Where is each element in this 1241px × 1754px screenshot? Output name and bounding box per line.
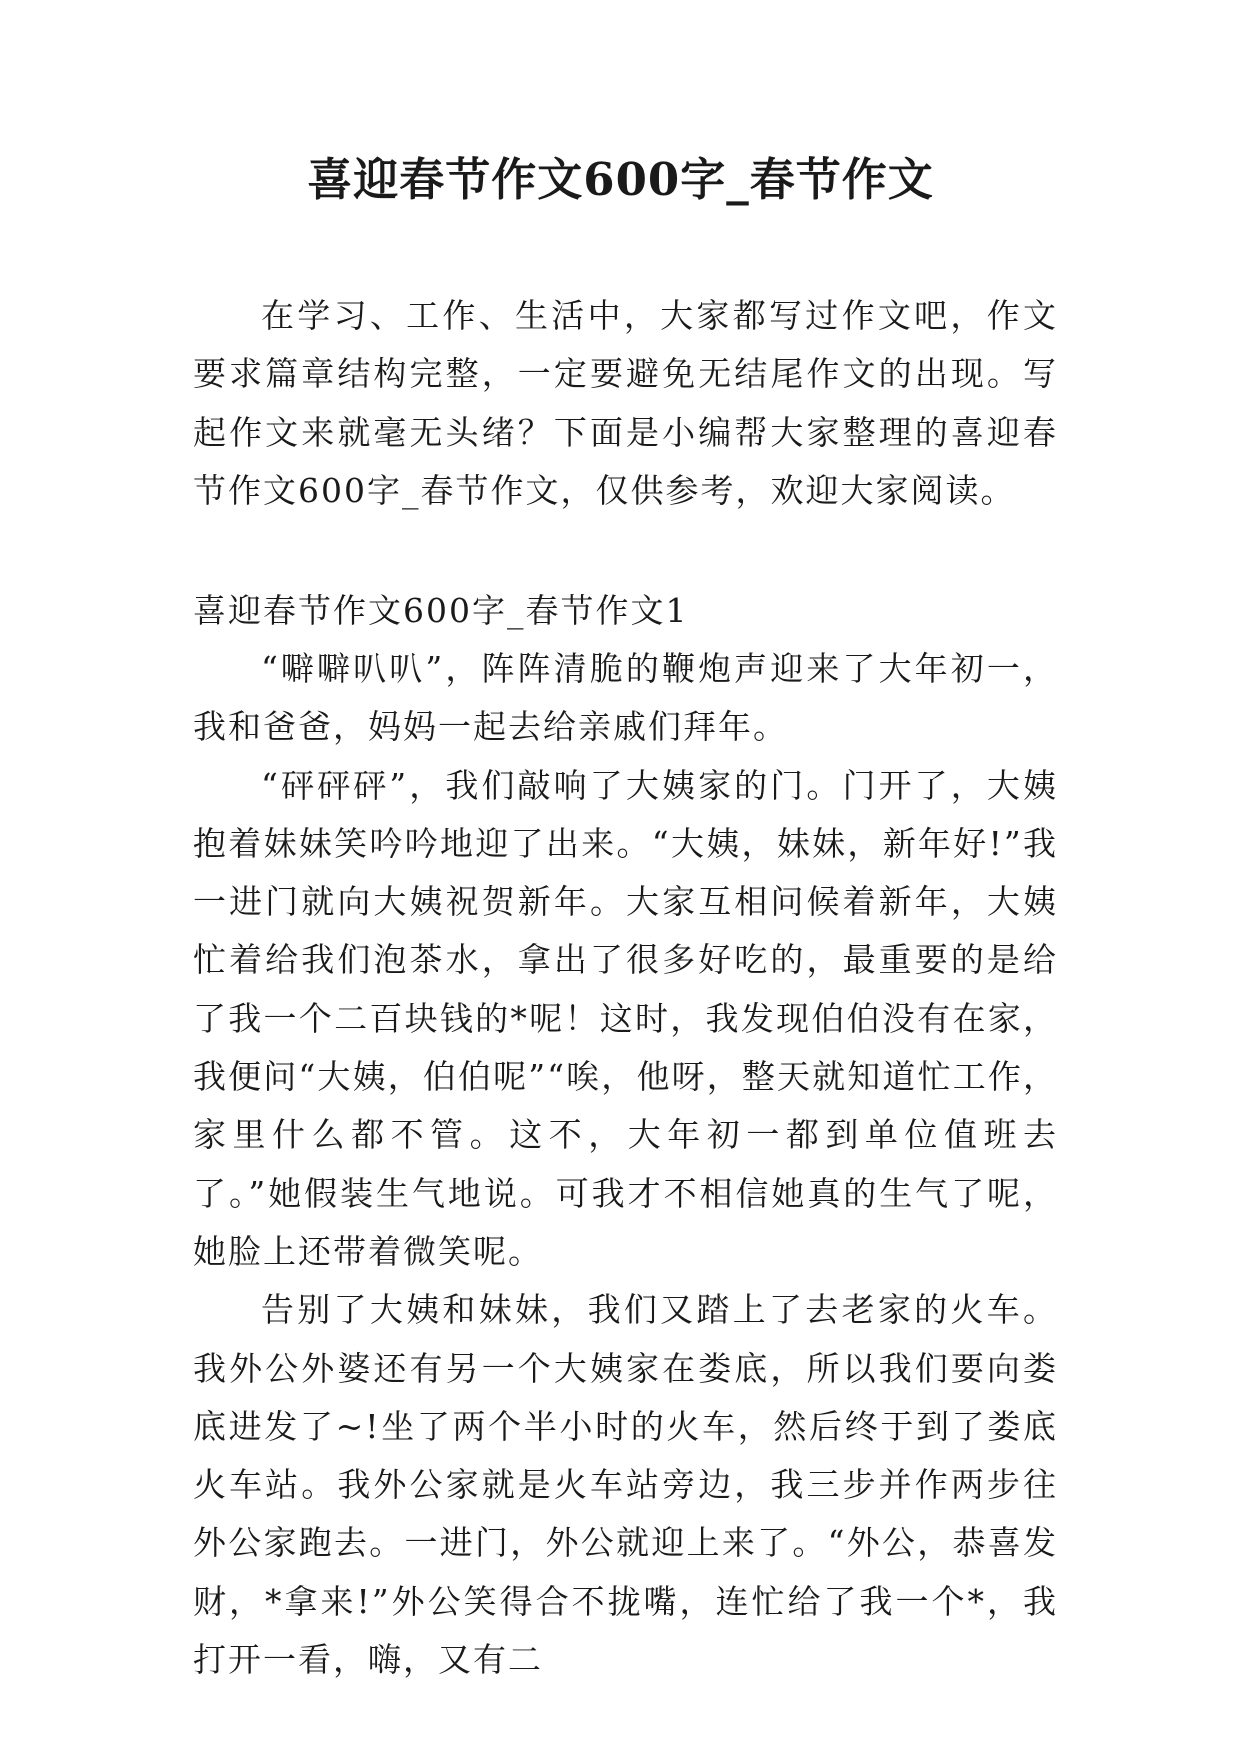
document-title: 喜迎春节作文600字_春节作文 [307, 153, 934, 206]
essay-body [193, 640, 1058, 1689]
section-heading: 喜迎春节作文600字_春节作文1 [193, 591, 689, 630]
intro-block [193, 287, 1058, 520]
essay-paragraph: “噼噼叭叭”，阵阵清脆的鞭炮声迎来了大年初一，我和爸爸，妈妈一起去给亲戚们拜年。 [193, 649, 1058, 747]
essay-paragraph: 告别了大姨和妹妹，我们又踏上了去老家的火车。我外公外婆还有另一个大姨家在娄底，所以我们要向娄底进发了~!坐了两个半小时的火车，然后终于到了娄底火车站。我外公家就是火车站旁边，我三步并作两步往外公家跑去。一进门，外公就迎上来了。“外公，恭喜发财，*拿来!”外公笑得合不拢嘴，连忙给了我一个*，我打开一看，嗨，又有二 [193, 1290, 1058, 1680]
intro-paragraph: 在学习、工作、生活中，大家都写过作文吧，作文要求篇章结构完整，一定要避免无结尾作文的出现。写起作文来就毫无头绪？下面是小编帮大家整理的喜迎春节作文600字_春节作文，仅供参考，欢迎大家阅读。 [193, 296, 1058, 510]
essay-paragraph: “砰砰砰”，我们敲响了大姨家的门。门开了，大姨抱着妹妹笑吟吟地迎了出来。“大姨，妹妹，新年好!”我一进门就向大姨祝贺新年。大家互相问候着新年，大姨忙着给我们泡茶水，拿出了很多好吃的，最重要的是给了我一个二百块钱的*呢！这时，我发现伯伯没有在家，我便问“大姨，伯伯呢”“唉，他呀，整天就知道忙工作，家里什么都不管。这不，大年初一都到单位值班去了。”她假装生气地说。可我才不相信她真的生气了呢，她脸上还带着微笑呢。 [193, 765, 1058, 1271]
